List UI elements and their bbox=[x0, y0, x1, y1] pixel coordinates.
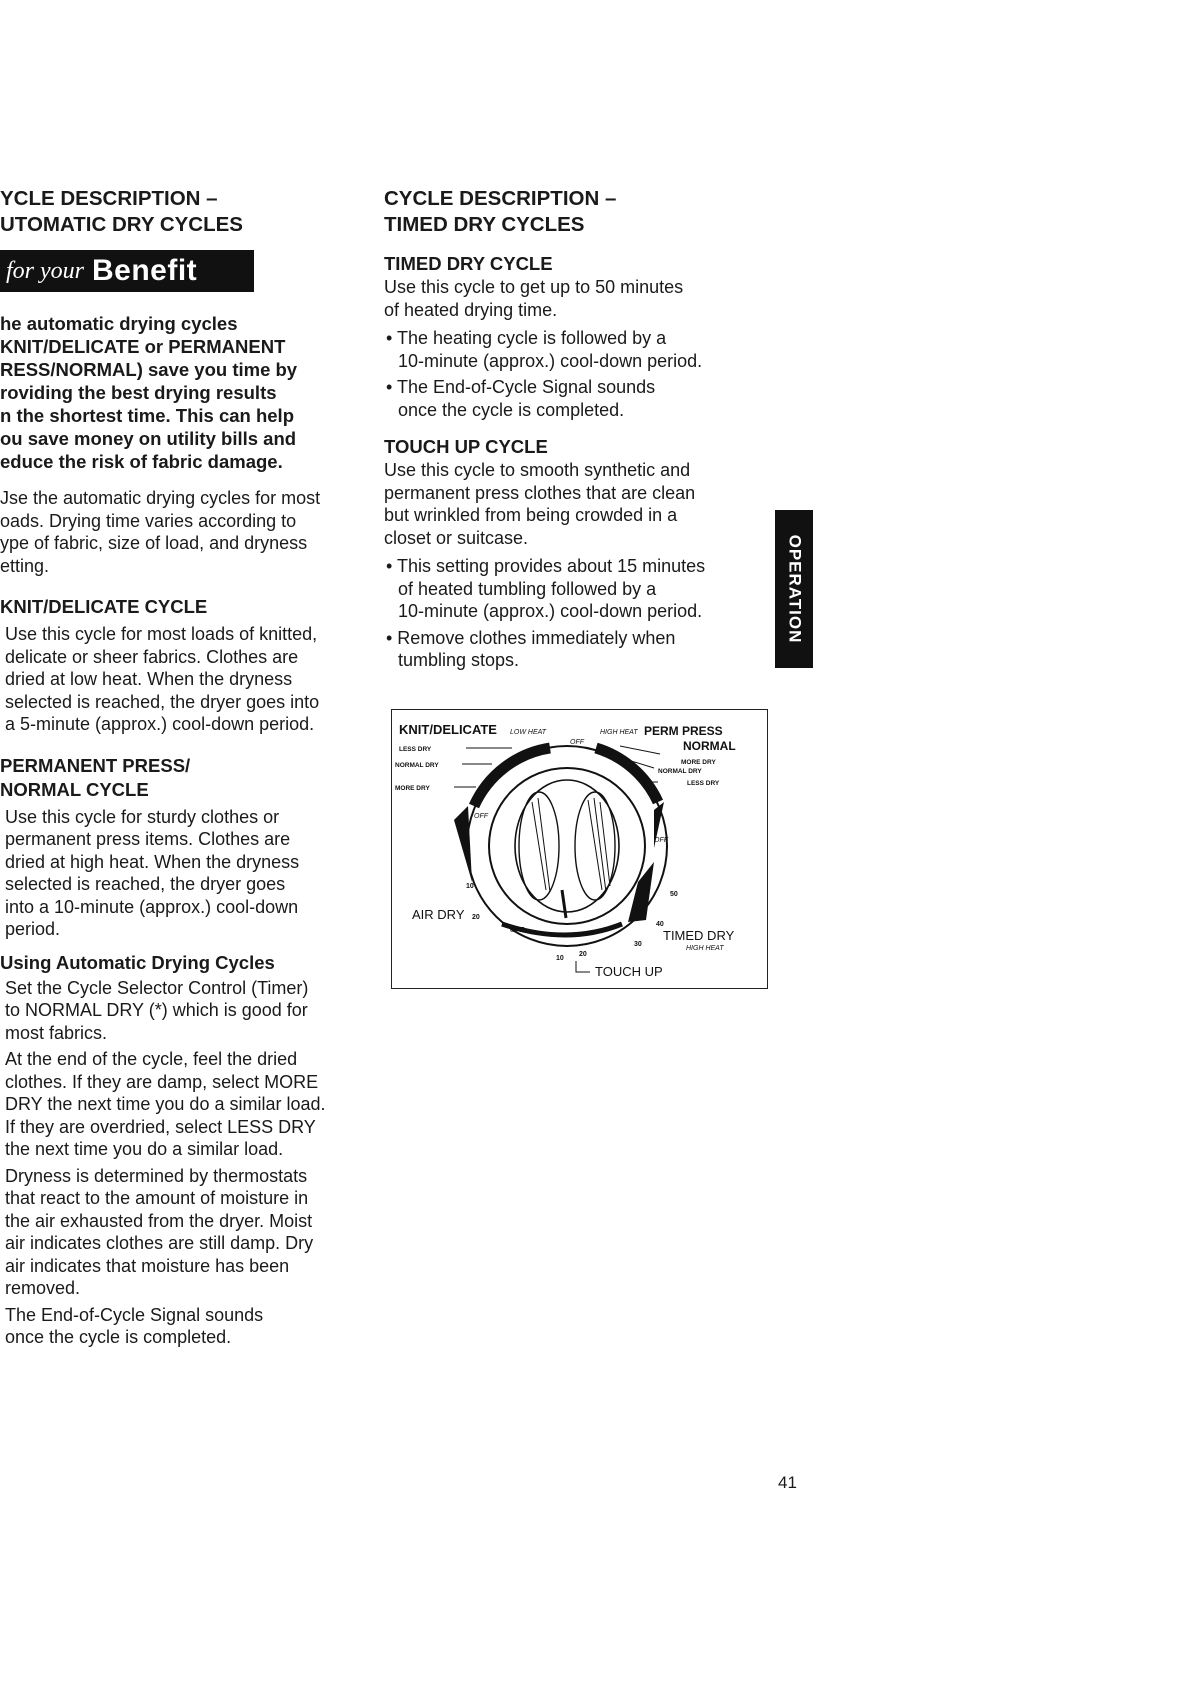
more-dry-right-label: MORE DRY bbox=[681, 759, 716, 766]
operation-tab-label: OPERATION bbox=[785, 534, 804, 644]
using-line: At the end of the cycle, feel the dried bbox=[5, 1049, 298, 1069]
touch-up-paragraph bbox=[384, 459, 764, 549]
intro-line: roviding the best drying results bbox=[0, 382, 277, 403]
knit-delicate-label: KNIT/DELICATE bbox=[399, 722, 497, 737]
using-paragraph-2 bbox=[0, 1048, 375, 1161]
timed-dry-label: TIMED DRY bbox=[663, 928, 735, 943]
touch-line: Use this cycle to smooth synthetic and bbox=[384, 460, 691, 480]
using-line: the next time you do a similar load. bbox=[5, 1139, 284, 1159]
knit-line: a 5-minute (approx.) cool-down period. bbox=[5, 714, 315, 734]
bullet-line: tumbling stops. bbox=[398, 650, 520, 670]
forty-label: 40 bbox=[656, 921, 664, 928]
intro-line: ou save money on utility bills and bbox=[0, 428, 297, 449]
perm-line: permanent press items. Clothes are bbox=[5, 829, 291, 849]
using-line: removed. bbox=[5, 1278, 81, 1298]
ten-bottom-label: 10 bbox=[556, 955, 564, 962]
knit-line: delicate or sheer fabrics. Clothes are bbox=[5, 646, 299, 667]
perm-line: selected is reached, the dryer goes bbox=[5, 874, 286, 894]
dial-svg bbox=[392, 710, 769, 990]
timed-bullet-2 bbox=[384, 376, 764, 421]
timed-bullet-1 bbox=[384, 327, 764, 372]
using-line: DRY the next time you do a similar load. bbox=[5, 1094, 326, 1114]
right-column bbox=[384, 186, 764, 672]
timed-dry-cycle-heading: TIMED DRY CYCLE bbox=[384, 253, 553, 274]
using-line: to NORMAL DRY (*) which is good for bbox=[5, 1000, 308, 1020]
high-heat-top-label: HIGH HEAT bbox=[600, 729, 638, 736]
timed-dry-paragraph bbox=[384, 276, 764, 321]
benefit-word: Benefit bbox=[92, 254, 198, 287]
intro-line: n the shortest time. This can help bbox=[0, 405, 294, 426]
using-line: The End-of-Cycle Signal sounds bbox=[5, 1304, 264, 1325]
using-automatic-heading: Using Automatic Drying Cycles bbox=[0, 951, 275, 973]
bullet-line: • The heating cycle is followed by a bbox=[386, 328, 667, 348]
air-dry-label: AIR DRY bbox=[412, 907, 465, 922]
for-your-benefit-badge bbox=[0, 250, 254, 292]
bullet-line: • Remove clothes immediately when bbox=[386, 627, 676, 648]
knit-line: Use this cycle for most loads of knitted, bbox=[5, 624, 318, 644]
touch-line: permanent press clothes that are clean bbox=[384, 482, 696, 503]
perm-line: period. bbox=[5, 919, 61, 939]
knit-delicate-heading: KNIT/DELICATE CYCLE bbox=[0, 596, 208, 617]
perm-line: dried at high heat. When the dryness bbox=[5, 851, 300, 872]
perm-line: into a 10-minute (approx.) cool-down bbox=[5, 896, 299, 917]
using-line: Dryness is determined by thermostats bbox=[5, 1165, 308, 1186]
knit-line: selected is reached, the dryer goes into bbox=[5, 691, 320, 712]
low-heat-label: LOW HEAT bbox=[510, 729, 547, 736]
touch-line: but wrinkled from being crowded in a bbox=[384, 505, 678, 525]
ten-left-label: 10 bbox=[466, 883, 474, 890]
bullet-line: • The End-of-Cycle Signal sounds bbox=[386, 377, 656, 397]
touch-line: closet or suitcase. bbox=[384, 527, 529, 548]
more-dry-left-label: MORE DRY bbox=[395, 785, 430, 792]
using-line: If they are overdried, select LESS DRY bbox=[5, 1116, 316, 1137]
automatic-dry-heading-line2: UTOMATIC DRY CYCLES bbox=[0, 213, 243, 236]
left-column bbox=[0, 186, 375, 1349]
using-line: most fabrics. bbox=[5, 1022, 108, 1043]
perm-line: Use this cycle for sturdy clothes or bbox=[5, 806, 280, 827]
using-line: the air exhausted from the dryer. Moist bbox=[5, 1210, 313, 1231]
air-dry-wedge bbox=[454, 806, 472, 882]
using-line: Set the Cycle Selector Control (Timer) bbox=[5, 977, 309, 998]
automatic-dry-heading-line1: YCLE DESCRIPTION – bbox=[0, 187, 218, 210]
normal-label: NORMAL bbox=[683, 739, 736, 753]
intro-paragraph bbox=[0, 312, 375, 473]
using-line: that react to the amount of moisture in bbox=[5, 1188, 309, 1208]
intro-line: educe the risk of fabric damage. bbox=[0, 451, 283, 472]
benefit-script: for your bbox=[6, 257, 84, 284]
use-line: ype of fabric, size of load, and dryness bbox=[0, 533, 308, 553]
using-line: air indicates that moisture has been bbox=[5, 1255, 290, 1276]
high-heat-bottom-label: HIGH HEAT bbox=[686, 945, 724, 952]
cycle-selector-dial-diagram bbox=[391, 709, 768, 989]
using-line: once the cycle is completed. bbox=[5, 1327, 232, 1347]
knit-delicate-paragraph bbox=[0, 623, 375, 736]
use-line: etting. bbox=[0, 555, 50, 576]
touch-bullet-1 bbox=[384, 555, 764, 623]
less-dry-right-label: LESS DRY bbox=[687, 780, 720, 787]
perm-press-heading-line1: PERMANENT PRESS/ bbox=[0, 754, 191, 776]
operation-side-tab bbox=[775, 510, 813, 668]
intro-line: he automatic drying cycles bbox=[0, 313, 238, 334]
knit-line: dried at low heat. When the dryness bbox=[5, 669, 293, 689]
bullet-line: 10-minute (approx.) cool-down period. bbox=[398, 350, 703, 371]
fifty-label: 50 bbox=[670, 891, 678, 898]
using-paragraph-3 bbox=[0, 1165, 375, 1300]
page-number: 41 bbox=[778, 1473, 797, 1492]
using-paragraph-4 bbox=[0, 1304, 375, 1349]
use-line: Jse the automatic drying cycles for most bbox=[0, 488, 321, 508]
use-paragraph bbox=[0, 487, 375, 577]
touch-bullet-2 bbox=[384, 627, 764, 672]
touch-up-cycle-heading: TOUCH UP CYCLE bbox=[384, 436, 548, 457]
bullet-line: • This setting provides about 15 minutes bbox=[386, 556, 706, 576]
bullet-line: of heated tumbling followed by a bbox=[398, 578, 657, 599]
twenty-bottom-label: 20 bbox=[579, 951, 587, 958]
perm-press-paragraph bbox=[0, 806, 375, 941]
thirty-label: 30 bbox=[634, 941, 642, 948]
intro-line: KNIT/DELICATE or PERMANENT bbox=[0, 336, 286, 357]
off-left-label: OFF bbox=[474, 813, 488, 820]
timed-dry-heading-line2: TIMED DRY CYCLES bbox=[384, 213, 585, 236]
intro-line: RESS/NORMAL) save you time by bbox=[0, 359, 298, 380]
perm-press-label: PERM PRESS bbox=[644, 724, 723, 738]
use-line: oads. Drying time varies according to bbox=[0, 510, 297, 531]
twenty-left-label: 20 bbox=[472, 914, 480, 921]
dial-knob-face bbox=[489, 768, 645, 924]
touch-up-label: TOUCH UP bbox=[595, 964, 663, 979]
normal-dry-left-label: NORMAL DRY bbox=[395, 762, 439, 769]
normal-dry-right-label: NORMAL DRY bbox=[658, 768, 702, 775]
using-paragraph-1 bbox=[0, 977, 375, 1045]
off-right-label: OFF bbox=[654, 837, 668, 844]
perm-press-heading-line2: NORMAL CYCLE bbox=[0, 778, 149, 800]
timed-line: of heated drying time. bbox=[384, 299, 558, 320]
using-line: air indicates clothes are still damp. Dry bbox=[5, 1233, 314, 1253]
bullet-line: 10-minute (approx.) cool-down period. bbox=[398, 601, 703, 621]
timed-line: Use this cycle to get up to 50 minutes bbox=[384, 277, 684, 297]
off-top-label: OFF bbox=[570, 739, 584, 746]
timed-dry-heading-line1: CYCLE DESCRIPTION – bbox=[384, 187, 617, 210]
less-dry-left-label: LESS DRY bbox=[399, 746, 432, 753]
bullet-line: once the cycle is completed. bbox=[398, 399, 625, 420]
off-bottom-label: OFF bbox=[510, 927, 524, 934]
using-line: clothes. If they are damp, select MORE bbox=[5, 1071, 319, 1092]
